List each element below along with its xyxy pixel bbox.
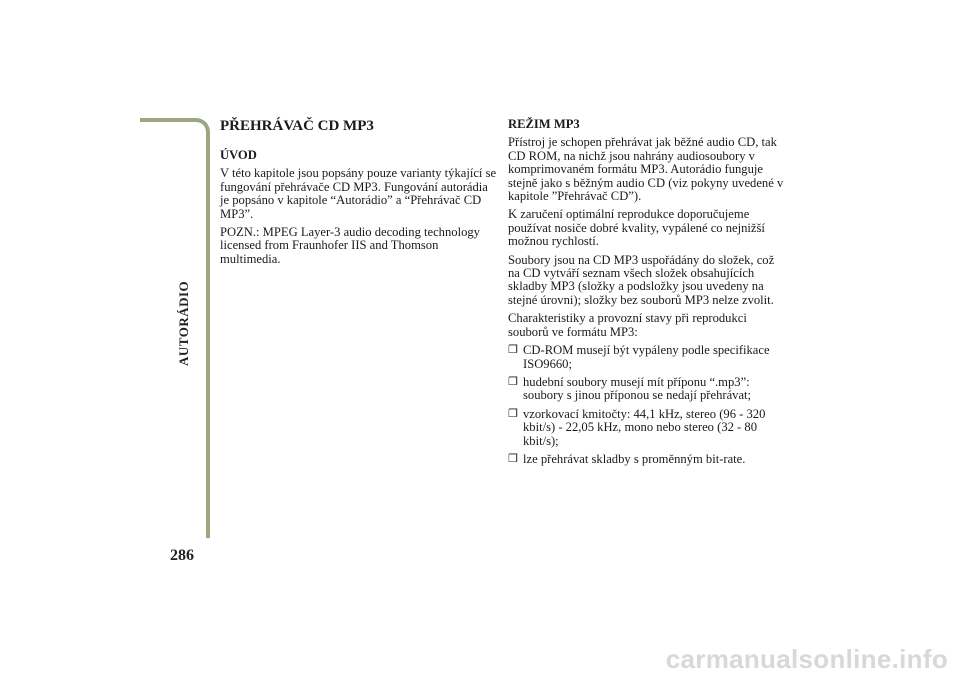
chapter-margin-bar (140, 118, 210, 538)
mp3-paragraph: Soubory jsou na CD MP3 uspořádány do složek, což na CD vytváří seznam všech složek obsahujících skladby MP3 (složky a podsložky jsou uvedeny na stejné úrovni); složky bez souborů MP3 nelze zvolit. (508, 252, 775, 307)
mp3-paragraph: Charakteristiky a provozní stavy při reprodukci souborů ve formátu MP3: (508, 311, 747, 339)
list-item (508, 408, 786, 448)
list-item-text: lze přehrávat skladby s proměnným bit-rate. (523, 451, 746, 466)
chapter-side-tab: AUTORÁDIO (176, 280, 191, 366)
list-item-text: hudební soubory musejí mít příponu “.mp3”: soubory s jinou příponou se nedají přehrávat; (523, 374, 752, 403)
list-item (508, 453, 786, 466)
intro-paragraph: V této kapitole jsou popsány pouze varianty týkající se fungování přehrávače CD MP3. Fungování autorádia je popsáno v kapitole “Autorádio” a “Přehrávač CD MP3”. (220, 166, 497, 221)
note-paragraph: POZN.: MPEG Layer-3 audio decoding technology licensed from Fraunhofer IIS and Thomson multimedia. (220, 225, 480, 266)
mp3-paragraph: Přístroj je schopen přehrávat jak běžné audio CD, tak CD ROM, na nichž jsou nahrány audiosoubory v komprimovaném formátu MP3. Autorádio funguje stejně jako s běžným audio CD (viz pokyny uvedené v kapitole ”Přehrávač CD”). (508, 135, 784, 204)
checkbox-bullet-icon: ❒ (508, 375, 518, 388)
watermark: carmanualsonline.info (665, 644, 948, 674)
intro-heading: ÚVOD (220, 148, 257, 162)
left-column (220, 118, 500, 271)
mp3-paragraph: K zaručení optimální reprodukce doporučujeme používat nosiče dobré kvality, vypálené co nejnižší možnou rychlostí. (508, 207, 765, 249)
mp3-mode-heading: REŽIM MP3 (508, 117, 580, 131)
page-number: 286 (170, 547, 194, 564)
right-column (508, 118, 786, 471)
checkbox-bullet-icon: ❒ (508, 344, 518, 357)
list-item (508, 344, 786, 371)
section-title: PŘEHRÁVAČ CD MP3 (220, 118, 374, 134)
list-item (508, 376, 786, 403)
list-item-text: CD-ROM musejí být vypáleny podle specifikace ISO9660; (523, 343, 770, 371)
checkbox-bullet-icon: ❒ (508, 452, 518, 465)
mp3-characteristics-list (508, 344, 786, 466)
list-item-text: vzorkovací kmitočty: 44,1 kHz, stereo (96 - 320 kbit/s) - 22,05 kHz, mono nebo stereo (32 - 80 kbit/s); (523, 406, 766, 448)
checkbox-bullet-icon: ❒ (508, 407, 518, 420)
